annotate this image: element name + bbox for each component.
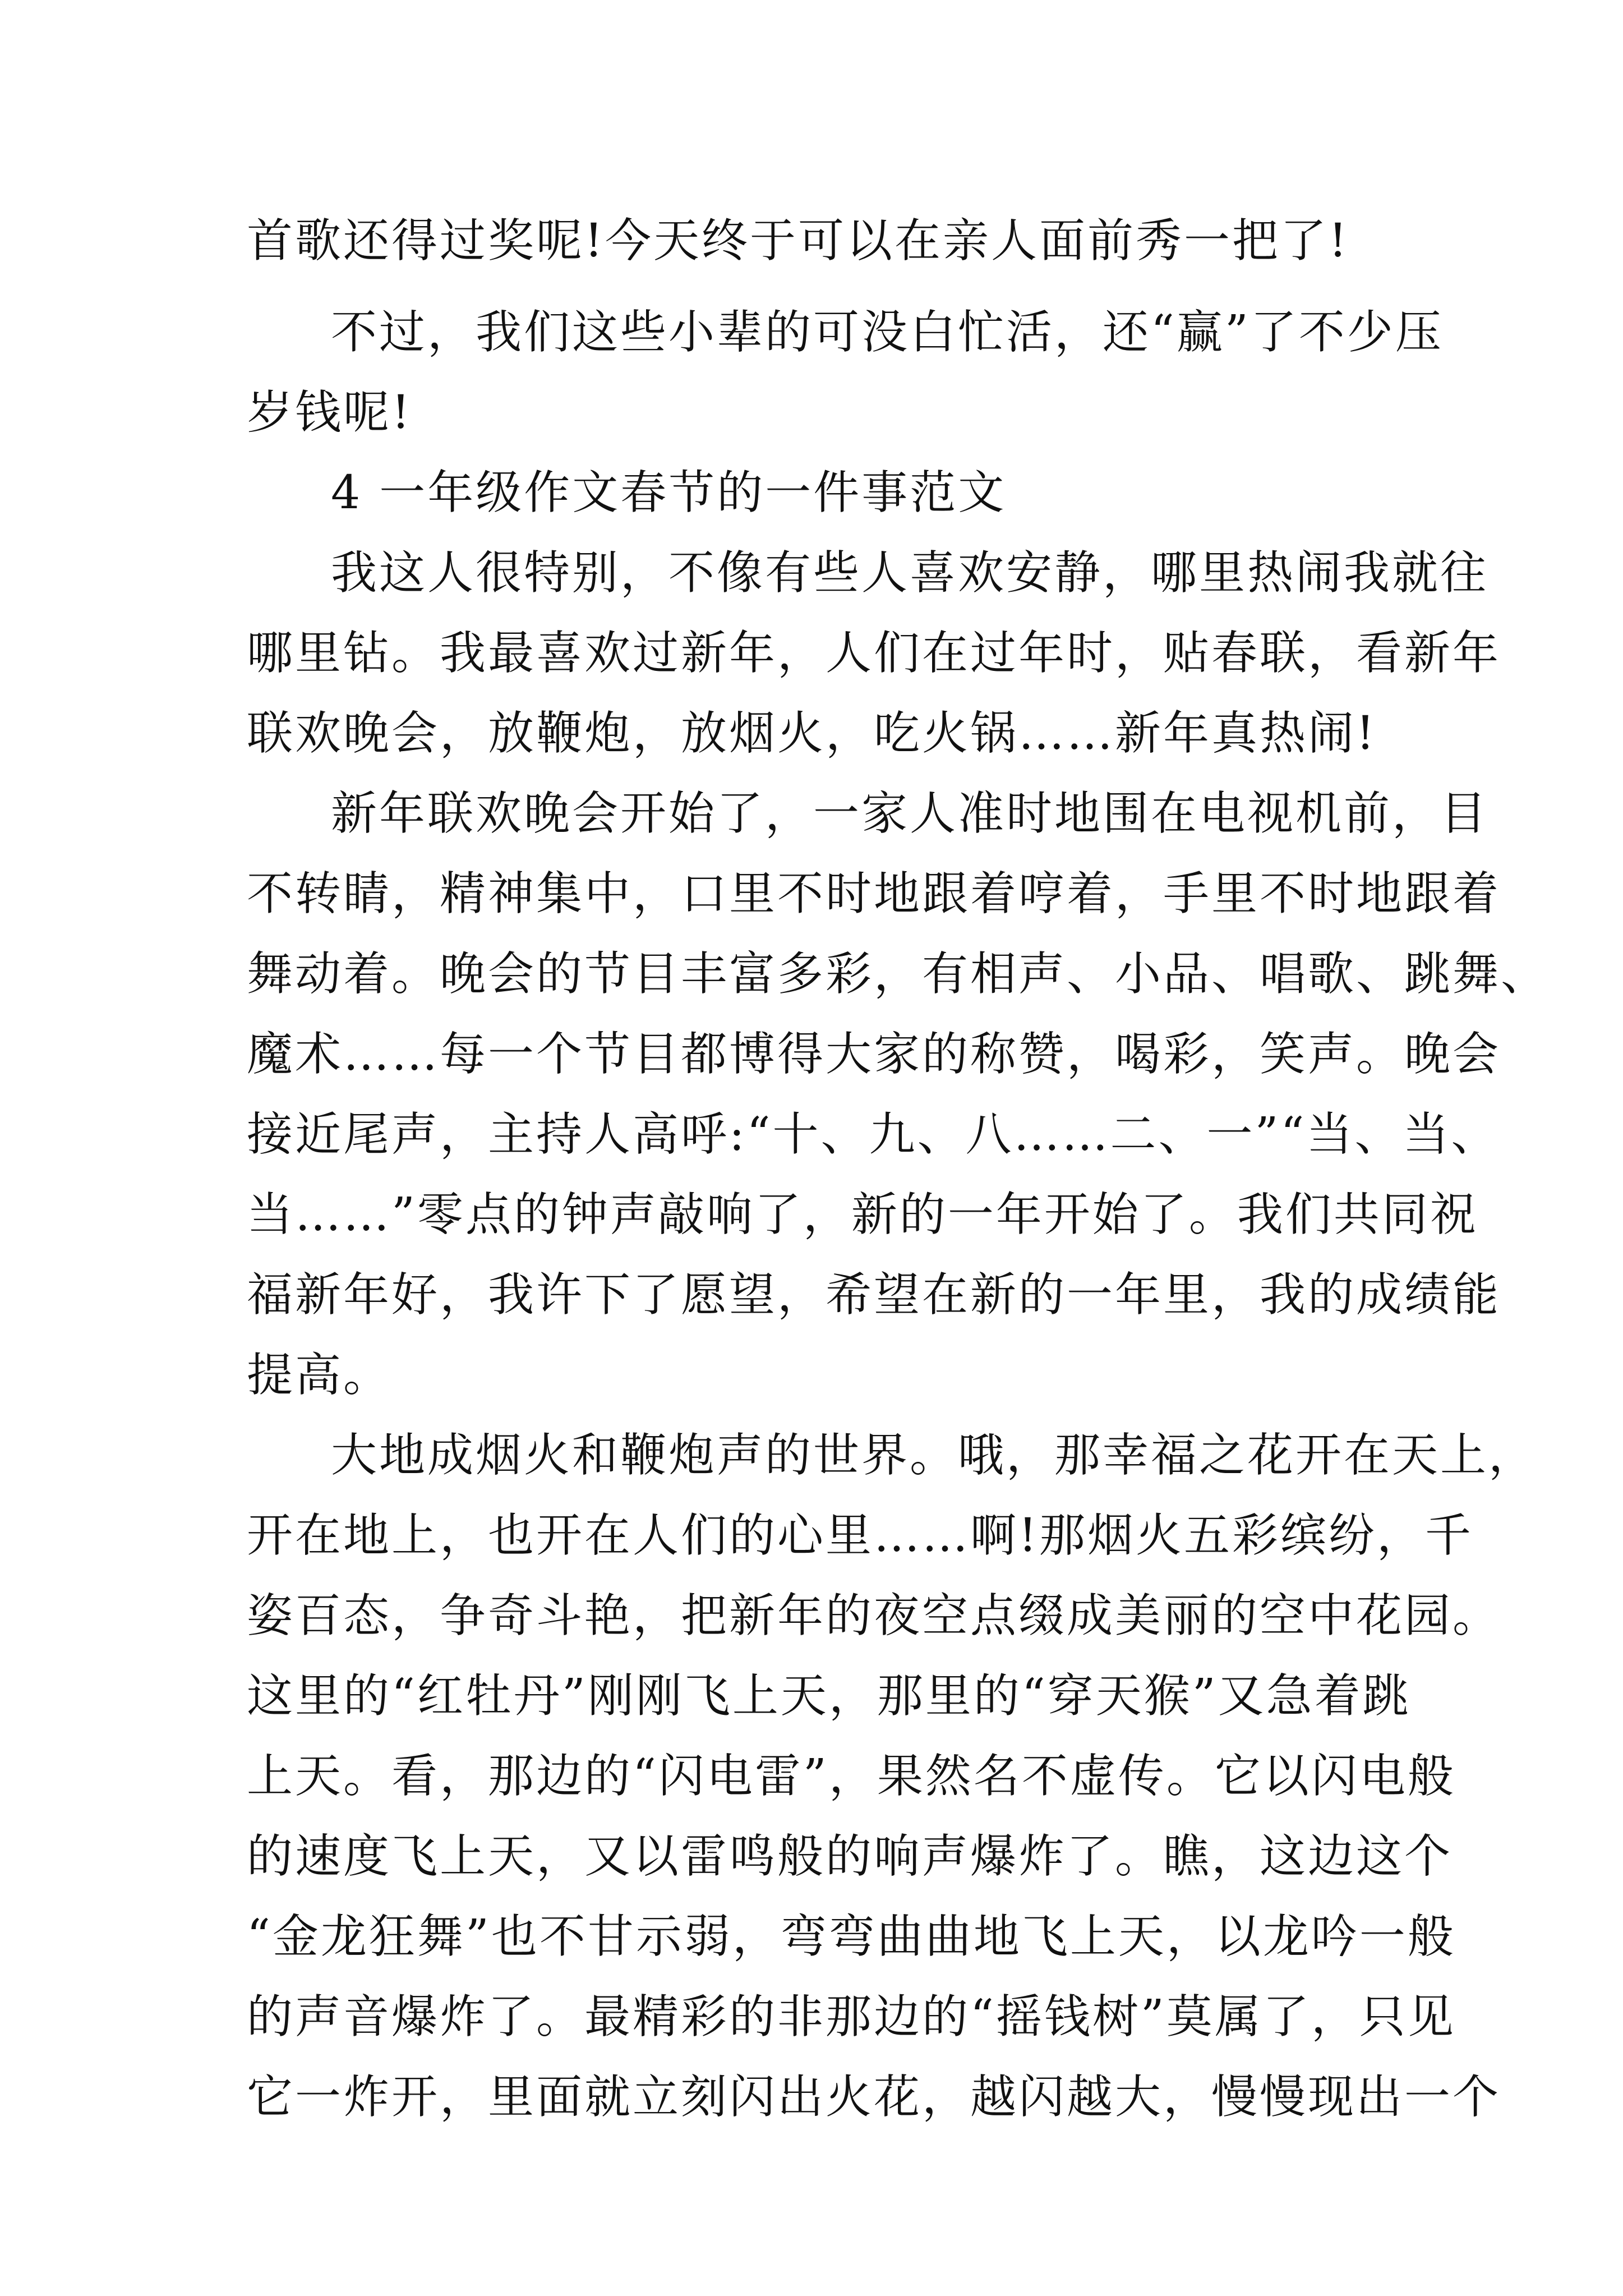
- text-line: 它一炸开，里面就立刻闪出火花，越闪越大，慢慢现出一个: [247, 2070, 1501, 2124]
- text-line: “金龙狂舞”也不甘示弱，弯弯曲曲地飞上天，以龙吟一般: [247, 1910, 1456, 1963]
- paragraph-start-line: 我这人很特别，不像有些人喜欢安静，哪里热闹我就往: [331, 546, 1489, 600]
- text-line: 提高。: [247, 1349, 392, 1402]
- text-line: 哪里钻。我最喜欢过新年，人们在过年时，贴春联，看新年: [247, 627, 1501, 680]
- text-line: 不转睛，精神集中，口里不时地跟着哼着，手里不时地跟着: [247, 867, 1501, 921]
- text-line: 岁钱呢!: [247, 386, 412, 439]
- text-line: 上天。看，那边的“闪电雷”，果然名不虚传。它以闪电般: [247, 1750, 1456, 1803]
- text-line: 首歌还得过奖呢!今天终于可以在亲人面前秀一把了!: [247, 214, 1349, 268]
- section-heading: 4 一年级作文春节的一件事范文: [331, 466, 1007, 519]
- paragraph-start-line: 不过，我们这些小辈的可没白忙活，还“赢”了不少压: [331, 306, 1444, 359]
- text-line: 魔术……每一个节目都博得大家的称赞，喝彩，笑声。晚会: [247, 1028, 1501, 1081]
- text-line: 当……”零点的钟声敲响了，新的一年开始了。我们共同祝: [247, 1188, 1478, 1241]
- text-line: 开在地上，也开在人们的心里……啊!那烟火五彩缤纷，千: [247, 1509, 1473, 1562]
- paragraph-start-line: 新年联欢晚会开始了，一家人准时地围在电视机前，目: [331, 787, 1489, 840]
- text-line: 的速度飞上天，又以雷鸣般的响声爆炸了。瞧，这边这个: [247, 1830, 1453, 1883]
- text-line: 这里的“红牡丹”刚刚飞上天，那里的“穿天猴”又急着跳: [247, 1669, 1411, 1723]
- text-line: 福新年好，我许下了愿望，希望在新的一年里，我的成绩能: [247, 1268, 1501, 1322]
- text-line: 姿百态，争奇斗艳，把新年的夜空点缀成美丽的空中花园。: [247, 1589, 1501, 1642]
- paragraph-start-line: 大地成烟火和鞭炮声的世界。哦，那幸福之花开在天上，: [331, 1429, 1537, 1482]
- text-line: 接近尾声，主持人高呼:“十、九、八……二、一”“当、当、: [247, 1108, 1500, 1161]
- text-line: 的声音爆炸了。最精彩的非那边的“摇钱树”莫属了，只见: [247, 1990, 1456, 2044]
- text-line: 联欢晚会，放鞭炮，放烟火，吃火锅……新年真热闹!: [247, 707, 1377, 760]
- text-line: 舞动着。晚会的节目丰富多彩，有相声、小品、唱歌、跳舞、: [247, 947, 1550, 1001]
